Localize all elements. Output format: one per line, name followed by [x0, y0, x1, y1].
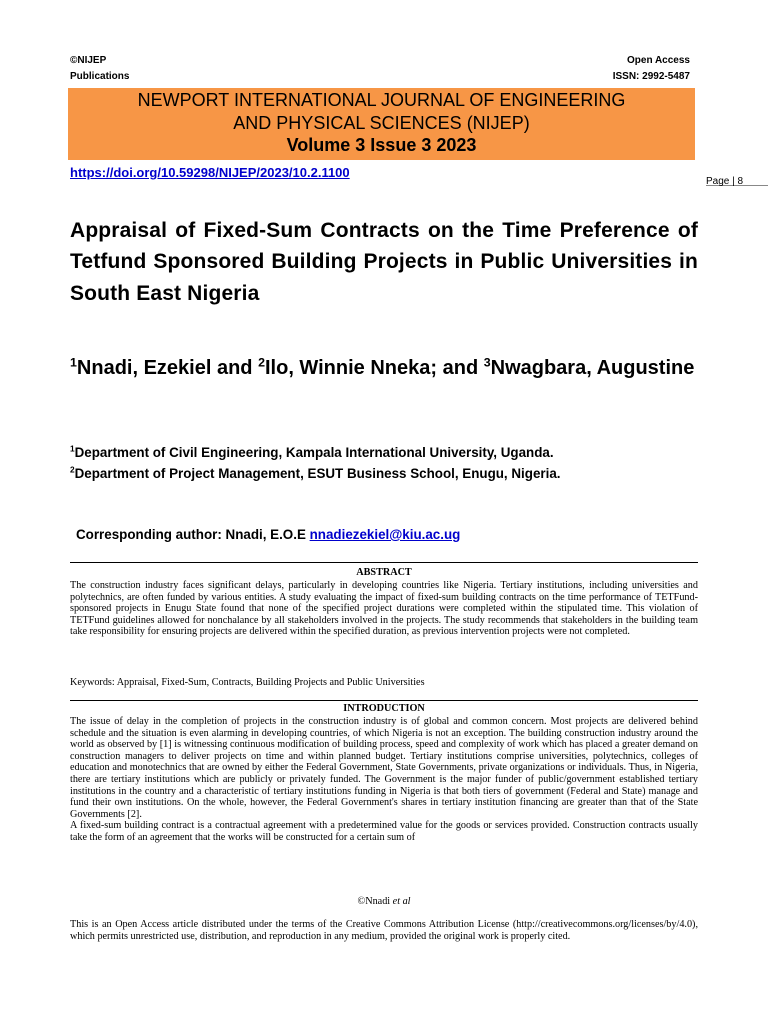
- open-access-label: Open Access: [627, 55, 690, 66]
- affiliation-1-text: Department of Civil Engineering, Kampala International University, Uganda.: [74, 445, 554, 460]
- doi-link[interactable]: https://doi.org/10.59298/NIJEP/2023/10.2.1100: [70, 165, 350, 180]
- journal-name-line1: NEWPORT INTERNATIONAL JOURNAL OF ENGINEERING: [137, 90, 626, 110]
- author1-superscript: 1: [70, 355, 77, 370]
- author3: Nwagbara, Augustine: [490, 357, 695, 379]
- affiliation-1: [70, 443, 698, 464]
- page-number: [706, 176, 768, 186]
- introduction-paragraph-2: A fixed-sum building contract is a contractual agreement with a predetermined value for the goods or services provided. Construction contracts usually take the form of an agreement that the works will be constructed for a certain sum of: [70, 820, 698, 843]
- volume-issue: Volume 3 Issue 3 2023: [286, 135, 477, 155]
- corresponding-author-email[interactable]: nnadiezekiel@kiu.ac.ug: [309, 527, 461, 542]
- access-block: [613, 53, 690, 85]
- affiliation-2-superscript: 2: [70, 464, 75, 475]
- journal-name-line2: AND PHYSICAL SCIENCES (NIJEP): [233, 113, 530, 133]
- abstract-body: The construction industry faces significant delays, particularly in developing countries like Nigeria. Tertiary institutions, including universities and polytechnics, are often funded by various entities. A study evaluating the impact of fixed-sum building contracts on the time performance of TETFund-sponsored projects in Enugu State found that none of the specified project durations were completed within the stipulated time. This violation of TETFund guidelines allowed for nonchalance by all stakeholders involved in the projects. The study recommends that stakeholders in the building team take responsibility for ensuring projects are delivered within the specified duration, as previous intervention projects were not completed.: [70, 580, 698, 638]
- author1: Nnadi, Ezekiel and: [76, 357, 259, 379]
- publisher-name: Publications: [70, 71, 130, 82]
- author3-superscript: 3: [483, 355, 491, 370]
- publisher-block: [70, 53, 129, 85]
- page-number-label: Page | 8: [706, 176, 744, 187]
- author-list: [70, 353, 698, 384]
- copyright-et-al: et al: [392, 896, 411, 907]
- introduction-body: [70, 716, 698, 844]
- copyright-line: [70, 896, 698, 908]
- abstract-heading: ABSTRACT: [356, 567, 412, 578]
- abstract-divider: [70, 562, 698, 563]
- keywords: Keywords: Appraisal, Fixed-Sum, Contracts, Building Projects and Public Universities: [70, 677, 425, 688]
- issn-label: ISSN: 2992-5487: [612, 71, 690, 82]
- affiliation-2-text: Department of Project Management, ESUT Business School, Enugu, Nigeria.: [74, 465, 561, 481]
- license-notice: This is an Open Access article distributed under the terms of the Creative Commons Attribution License (http://creativecommons.org/licenses/by/4.0), which permits unrestricted use, distribution, and reproduction in any medium, provided the original work is properly cited.: [70, 919, 698, 942]
- affiliations: [70, 443, 698, 484]
- copyright-author: ©Nnadi: [357, 896, 393, 907]
- affiliation-2: [70, 464, 660, 485]
- author2: Ilo, Winnie Nneka; and: [264, 357, 484, 379]
- author2-superscript: 2: [258, 355, 265, 370]
- article-title: Appraisal of Fixed-Sum Contracts on the Time Preference of Tetfund Sponsored Building Projects in Public Universities in South East Nigeria: [70, 219, 698, 305]
- introduction-heading: INTRODUCTION: [343, 703, 425, 714]
- affiliation-1-superscript: 1: [70, 443, 75, 454]
- corresponding-author: [76, 527, 460, 542]
- publisher-copyright: ©NIJEP: [70, 55, 107, 66]
- introduction-divider: [70, 700, 698, 701]
- introduction-paragraph-1: The issue of delay in the completion of projects in the construction industry is of global and common concern. Most projects are delivered behind schedule and the situation is even alarming in developing countries, of which Nigeria is not an exception. The building construction industry around the world as observed by [1] is witnessing continuous modification of building process, speed and complexity of work which has placed a greater demand on construction managers to deliver projects on time and within planned budget. Tertiary institutions comprise universities, polytechnics, colleges of education and monotechnics that are owned by either the Federal Government, State Governments, private organizations or individuals. Thus, in Nigeria, there are tertiary institutions which are publicly or privately funded. The Government is the major funder of public/government established tertiary institutions in the country and a characteristic of tertiary institutions funding in Nigeria is that both tiers of government (Federal and State) manage and fund their own institutions. On the whole, however, the Federal Government's shares in tertiary institution financing are greater than that of the State Governments [2].: [70, 716, 698, 820]
- journal-banner: [68, 88, 695, 160]
- corresponding-author-label: Corresponding author: Nnadi, E.O.E: [76, 527, 310, 542]
